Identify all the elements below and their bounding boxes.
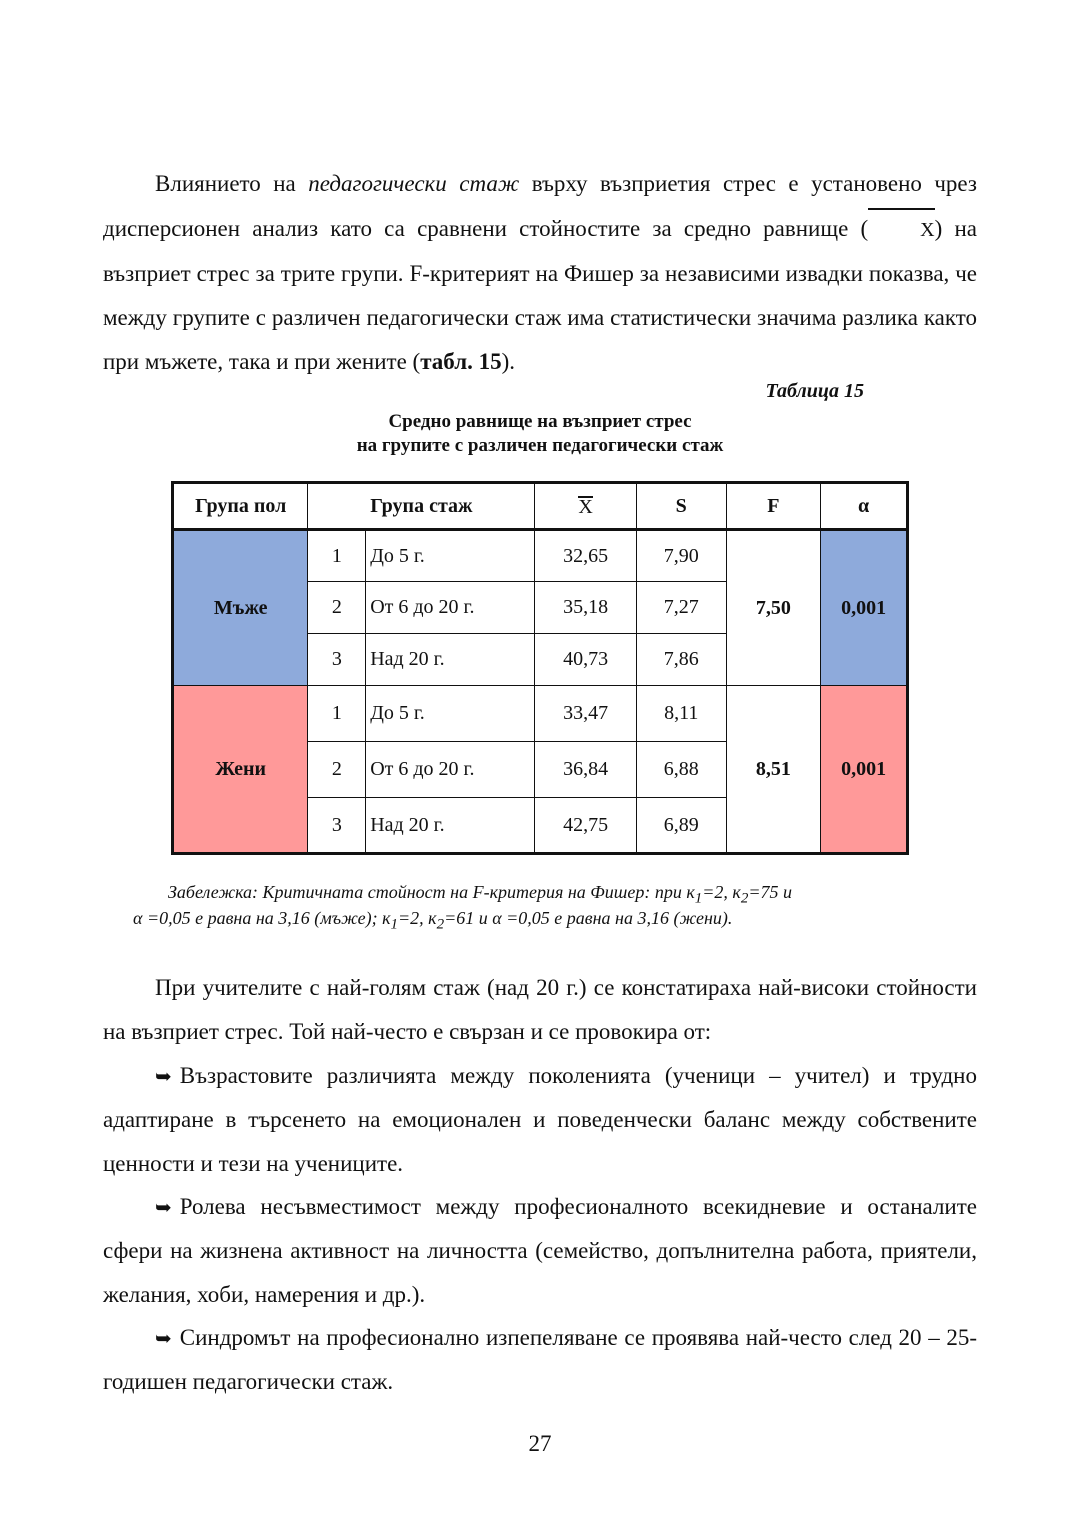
row-number: 3 [308,634,366,686]
table-title-line-2: на групите с различен педагогически стаж [356,435,724,456]
s-cell: 8,11 [636,686,726,742]
note-sub: 2 [740,890,749,907]
tenure-cell: От 6 до 20 г. [366,742,535,798]
s-cell: 7,27 [636,582,726,634]
mean-cell: 33,47 [535,686,637,742]
bullet-text: Ролева несъвместимост между професионалното всекидневие и останалите сфери на жизнена активност на личността (семейство, допълнителна работа, приятели, желания, хоби, намерения и др.). [103,1194,977,1307]
table-row [173,686,908,742]
tenure-cell: До 5 г. [366,530,535,582]
bullet-text: Възрастовите различията между поколенията (ученици – учител) и трудно адаптиране в търсенето на емоционален и поведенчески баланс между собствените ценности и тези на учениците. [103,1063,977,1176]
bullet-item [103,1054,977,1186]
table-reference: табл. 15 [420,349,502,374]
row-number: 2 [308,742,366,798]
tenure-cell: Над 20 г. [366,634,535,686]
table-label: Таблица 15 [765,380,864,402]
stress-table [171,481,909,855]
s-cell: 7,86 [636,634,726,686]
intro-paragraph [103,162,977,384]
row-number: 2 [308,582,366,634]
note-text: Забележка: Критичната стойност на F-критерия на Фишер: при к [168,882,695,902]
header-group-tenure: Група стаж [308,483,535,530]
s-cell: 7,90 [636,530,726,582]
f-men: 7,50 [726,530,821,686]
s-cell: 6,88 [636,742,726,798]
bullet-text: Синдромът на професионално изпепеляване се проявява най-често след 20 – 25-годишен педагогически стаж. [103,1325,977,1394]
table-note-line-2 [133,905,732,938]
bullet-item [103,1185,977,1317]
note-text: =61 и α =0,05 е равна на 3,16 (жени). [444,908,733,928]
mean-symbol: X [868,206,934,252]
mean-cell: 32,65 [535,530,637,582]
intro-text-2: върху възприетия стрес е установено чрез дисперсионен анализ като са сравнени стойностите за средно равнище ( [103,171,977,241]
mean-cell: 36,84 [535,742,637,798]
row-number: 3 [308,798,366,854]
header-mean [535,483,637,530]
group-women: Жени [173,686,308,854]
mean-cell: 35,18 [535,582,637,634]
group-men: Мъже [173,530,308,686]
header-group-sex: Група пол [173,483,308,530]
note-text: =75 и [748,882,792,902]
alpha-men: 0,001 [821,530,908,686]
s-cell: 6,89 [636,798,726,854]
note-sub: 1 [390,916,398,933]
arrow-icon: ➥ [155,1195,172,1219]
alpha-women: 0,001 [821,686,908,854]
table-header-row [173,483,908,530]
row-number: 1 [308,686,366,742]
note-sub: 2 [436,916,445,933]
body-paragraph: При учителите с най-голям стаж (над 20 г.) се констатираха най-високи стойности на възприет стрес. Той най-често е свързан и се провокира от: [103,975,977,1044]
header-f: F [726,483,821,530]
mean-cell: 40,73 [535,634,637,686]
note-text: α =0,05 е равна на 3,16 (мъже); к [133,908,391,928]
f-women: 8,51 [726,686,821,854]
intro-emphasis: педагогически стаж [308,171,520,196]
arrow-icon: ➥ [155,1326,172,1350]
tenure-cell: До 5 г. [366,686,535,742]
tenure-cell: Над 20 г. [366,798,535,854]
note-text: =2, к [397,908,437,928]
table-row [173,530,908,582]
header-s: S [636,483,726,530]
intro-text-1: Влиянието на [155,171,309,196]
note-text: =2, к [702,882,741,902]
intro-text-4: ). [501,349,516,374]
table-title-line-1: Средно равнище на възприет стрес [388,411,692,432]
intro-text-3: ) на възприет стрес за трите групи. F-критерият на Фишер за независими извадки показва, че между групите с различен педагогически стаж има статистически значима разлика както при мъжете, така и при жените ( [103,216,977,374]
bullet-item [103,1316,977,1404]
header-alpha: α [821,483,908,530]
mean-cell: 42,75 [535,798,637,854]
row-number: 1 [308,530,366,582]
tenure-cell: От 6 до 20 г. [366,582,535,634]
mean-symbol: X [578,495,593,518]
arrow-icon: ➥ [155,1064,172,1088]
note-sub: 1 [694,890,703,907]
page-number: 27 [528,1431,552,1456]
